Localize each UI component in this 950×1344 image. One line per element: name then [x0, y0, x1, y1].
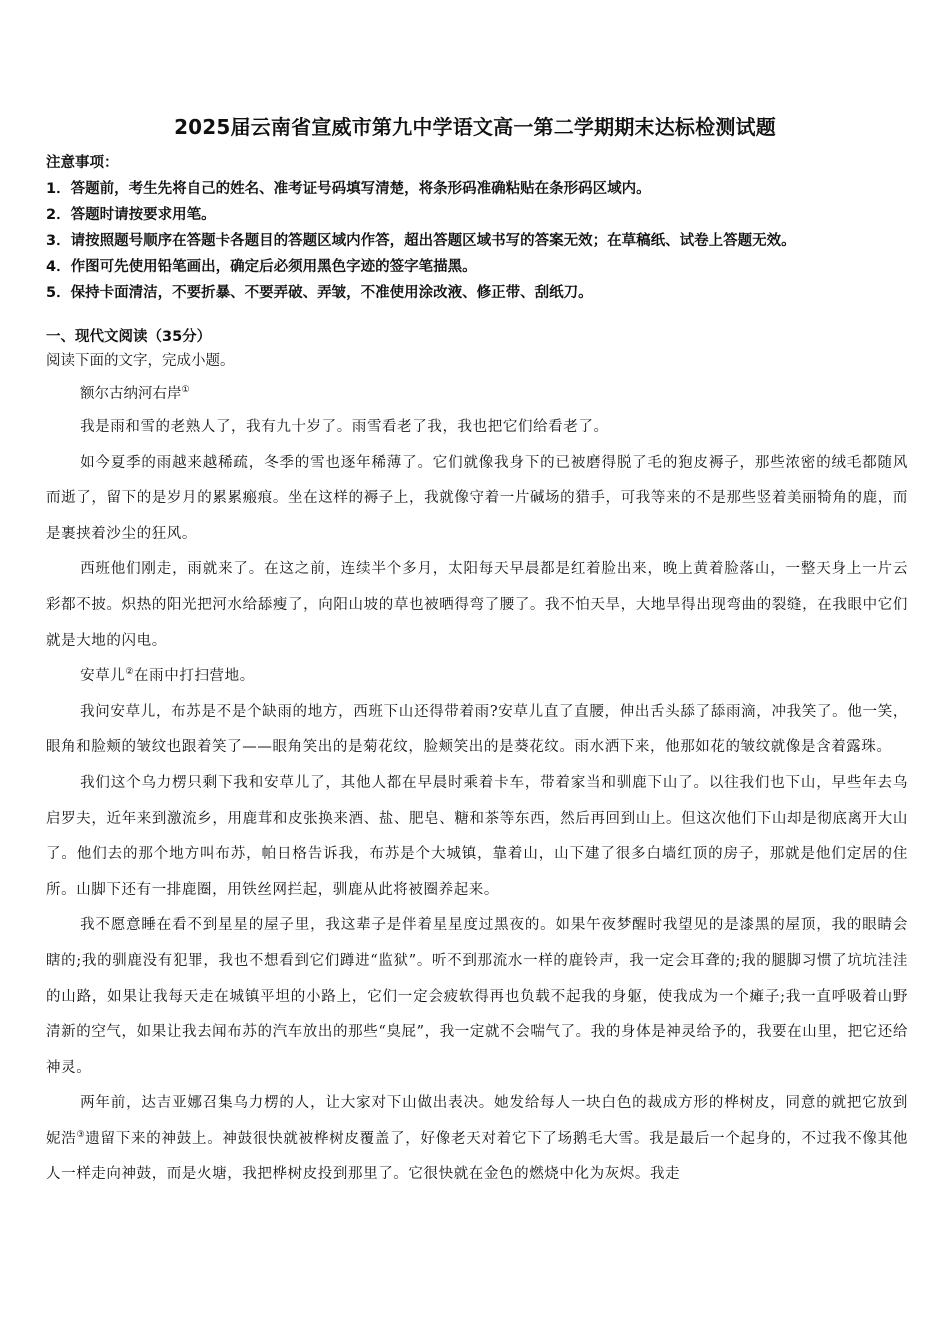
section-instruction: 阅读下面的文字，完成小题。 [46, 353, 235, 369]
page-title: 2025届云南省宣威市第九中学语文高一第二学期期末达标检测试题 [174, 115, 776, 139]
paragraph-text: 两年前，达吉亚娜召集乌力楞的人，让大家对下山做出表决。她发给每人一块白色的裁成方形的桦树皮，同意的就把它放到妮浩 [46, 1095, 908, 1147]
paragraph: 我问安草儿，布苏是不是个缺雨的地方，西班下山还得带着雨?安草儿直了直腰，伸出舌头舔了舔雨滴，冲我笑了。他一笑，眼角和脸颊的皱纹也跟着笑了——眼角笑出的是菊花纹，脸颊笑出的是葵花纹。雨水洒下来，他那如花的皱纹就像是含着露珠。 [46, 703, 908, 756]
paragraph: 如今夏季的雨越来越稀疏，冬季的雪也逐年稀薄了。它们就像我身下的已被磨得脱了毛的狍皮褥子，那些浓密的绒毛都随风而逝了，留下的是岁月的累累瘢痕。坐在这样的褥子上，我就像守着一片碱场的猎手，可我等来的不是那些竖着美丽犄角的鹿，而是裹挟着沙尘的狂风。 [46, 454, 908, 542]
paragraph: 西班他们刚走，雨就来了。在这之前，连续半个多月，太阳每天早晨都是红着脸出来，晚上黄着脸落山，一整天身上一片云彩都不披。炽热的阳光把河水给舔瘦了，向阳山坡的草也被晒得弯了腰了。我不怕天旱，大地旱得出现弯曲的裂缝，在我眼中它们就是大地的闪电。 [46, 561, 908, 649]
paragraph-text: 遗留下来的神鼓上。神鼓很快就被桦树皮覆盖了，好像老天对着它下了场鹅毛大雪。我是最后一个起身的，不过我不像其他人一样走向神鼓，而是火塘，我把桦树皮投到那里了。它很快就在金色的燃烧中化为灰烬。我走 [46, 1130, 908, 1183]
footnote-marker: ① [181, 385, 190, 395]
footnote-marker: ③ [76, 1129, 86, 1140]
notice-heading: 注意事项： [46, 155, 119, 171]
notice-item: 5．保持卡面清洁，不要折暴、不要弄破、弄皱，不准使用涂改液、修正带、刮纸刀。 [46, 285, 593, 301]
passage-body [46, 410, 908, 1193]
paragraph [46, 1086, 908, 1193]
paragraph: 我是雨和雪的老熟人了，我有九十岁了。雨雪看老了我，我也把它们给看老了。 [80, 419, 609, 435]
notice-block [46, 150, 916, 306]
passage-title [80, 382, 190, 406]
paragraph-text: 安草儿 [80, 668, 126, 685]
paragraph: 我们这个乌力楞只剩下我和安草儿了，其他人都在早晨时乘着卡车，带着家当和驯鹿下山了。以往我们也下山，早些年去乌启罗夫，近年来到激流乡，用鹿茸和皮张换来酒、盐、肥皂、糖和茶等东西，然后再回到山上。但这次他们下山却是彻底离开大山了。他们去的那个地方叫布苏，帕日格告诉我，布苏是个大城镇，靠着山，山下建了很多白墙红顶的房子，那就是他们定居的住所。山脚下还有一排鹿圈，用铁丝网拦起，驯鹿从此将被圈养起来。 [46, 774, 908, 898]
paragraph: 我不愿意睡在看不到星星的屋子里，我这辈子是伴着星星度过黑夜的。如果午夜梦醒时我望见的是漆黑的屋顶，我的眼睛会瞎的;我的驯鹿没有犯罪，我也不想看到它们蹲进“监狱”。听不到那流水一样的鹿铃声，我一定会耳聋的;我的腿脚习惯了坑坑洼洼的山路，如果让我每天走在城镇平坦的小路上，它们一定会疲软得再也负载不起我的身躯，使我成为一个瘫子;我一直呼吸着山野清新的空气，如果让我去闻布苏的汽车放出的那些“臭屁”，我一定就不会喘气了。我的身体是神灵给予的，我要在山里，把它还给神灵。 [46, 917, 908, 1076]
notice-item: 4．作图可先使用铅笔画出，确定后必须用黑色字迹的签字笔描黑。 [46, 259, 477, 275]
passage-title-text: 额尔古纳河右岸 [80, 386, 182, 402]
notice-item: 1．答题前，考生先将自己的姓名、准考证号码填写清楚，将条形码准确粘贴在条形码区域内。 [46, 181, 651, 197]
notice-item: 3．请按照题号顺序在答题卡各题目的答题区域内作答，超出答题区域书写的答案无效；在草稿纸、试卷上答题无效。 [46, 233, 796, 249]
notice-item: 2．答题时请按要求用笔。 [46, 207, 216, 223]
section-heading: 一、现代文阅读（35分） [46, 329, 212, 345]
footnote-marker: ② [125, 667, 135, 678]
paragraph [46, 659, 908, 695]
paragraph-text: 在雨中打扫营地。 [134, 668, 255, 685]
